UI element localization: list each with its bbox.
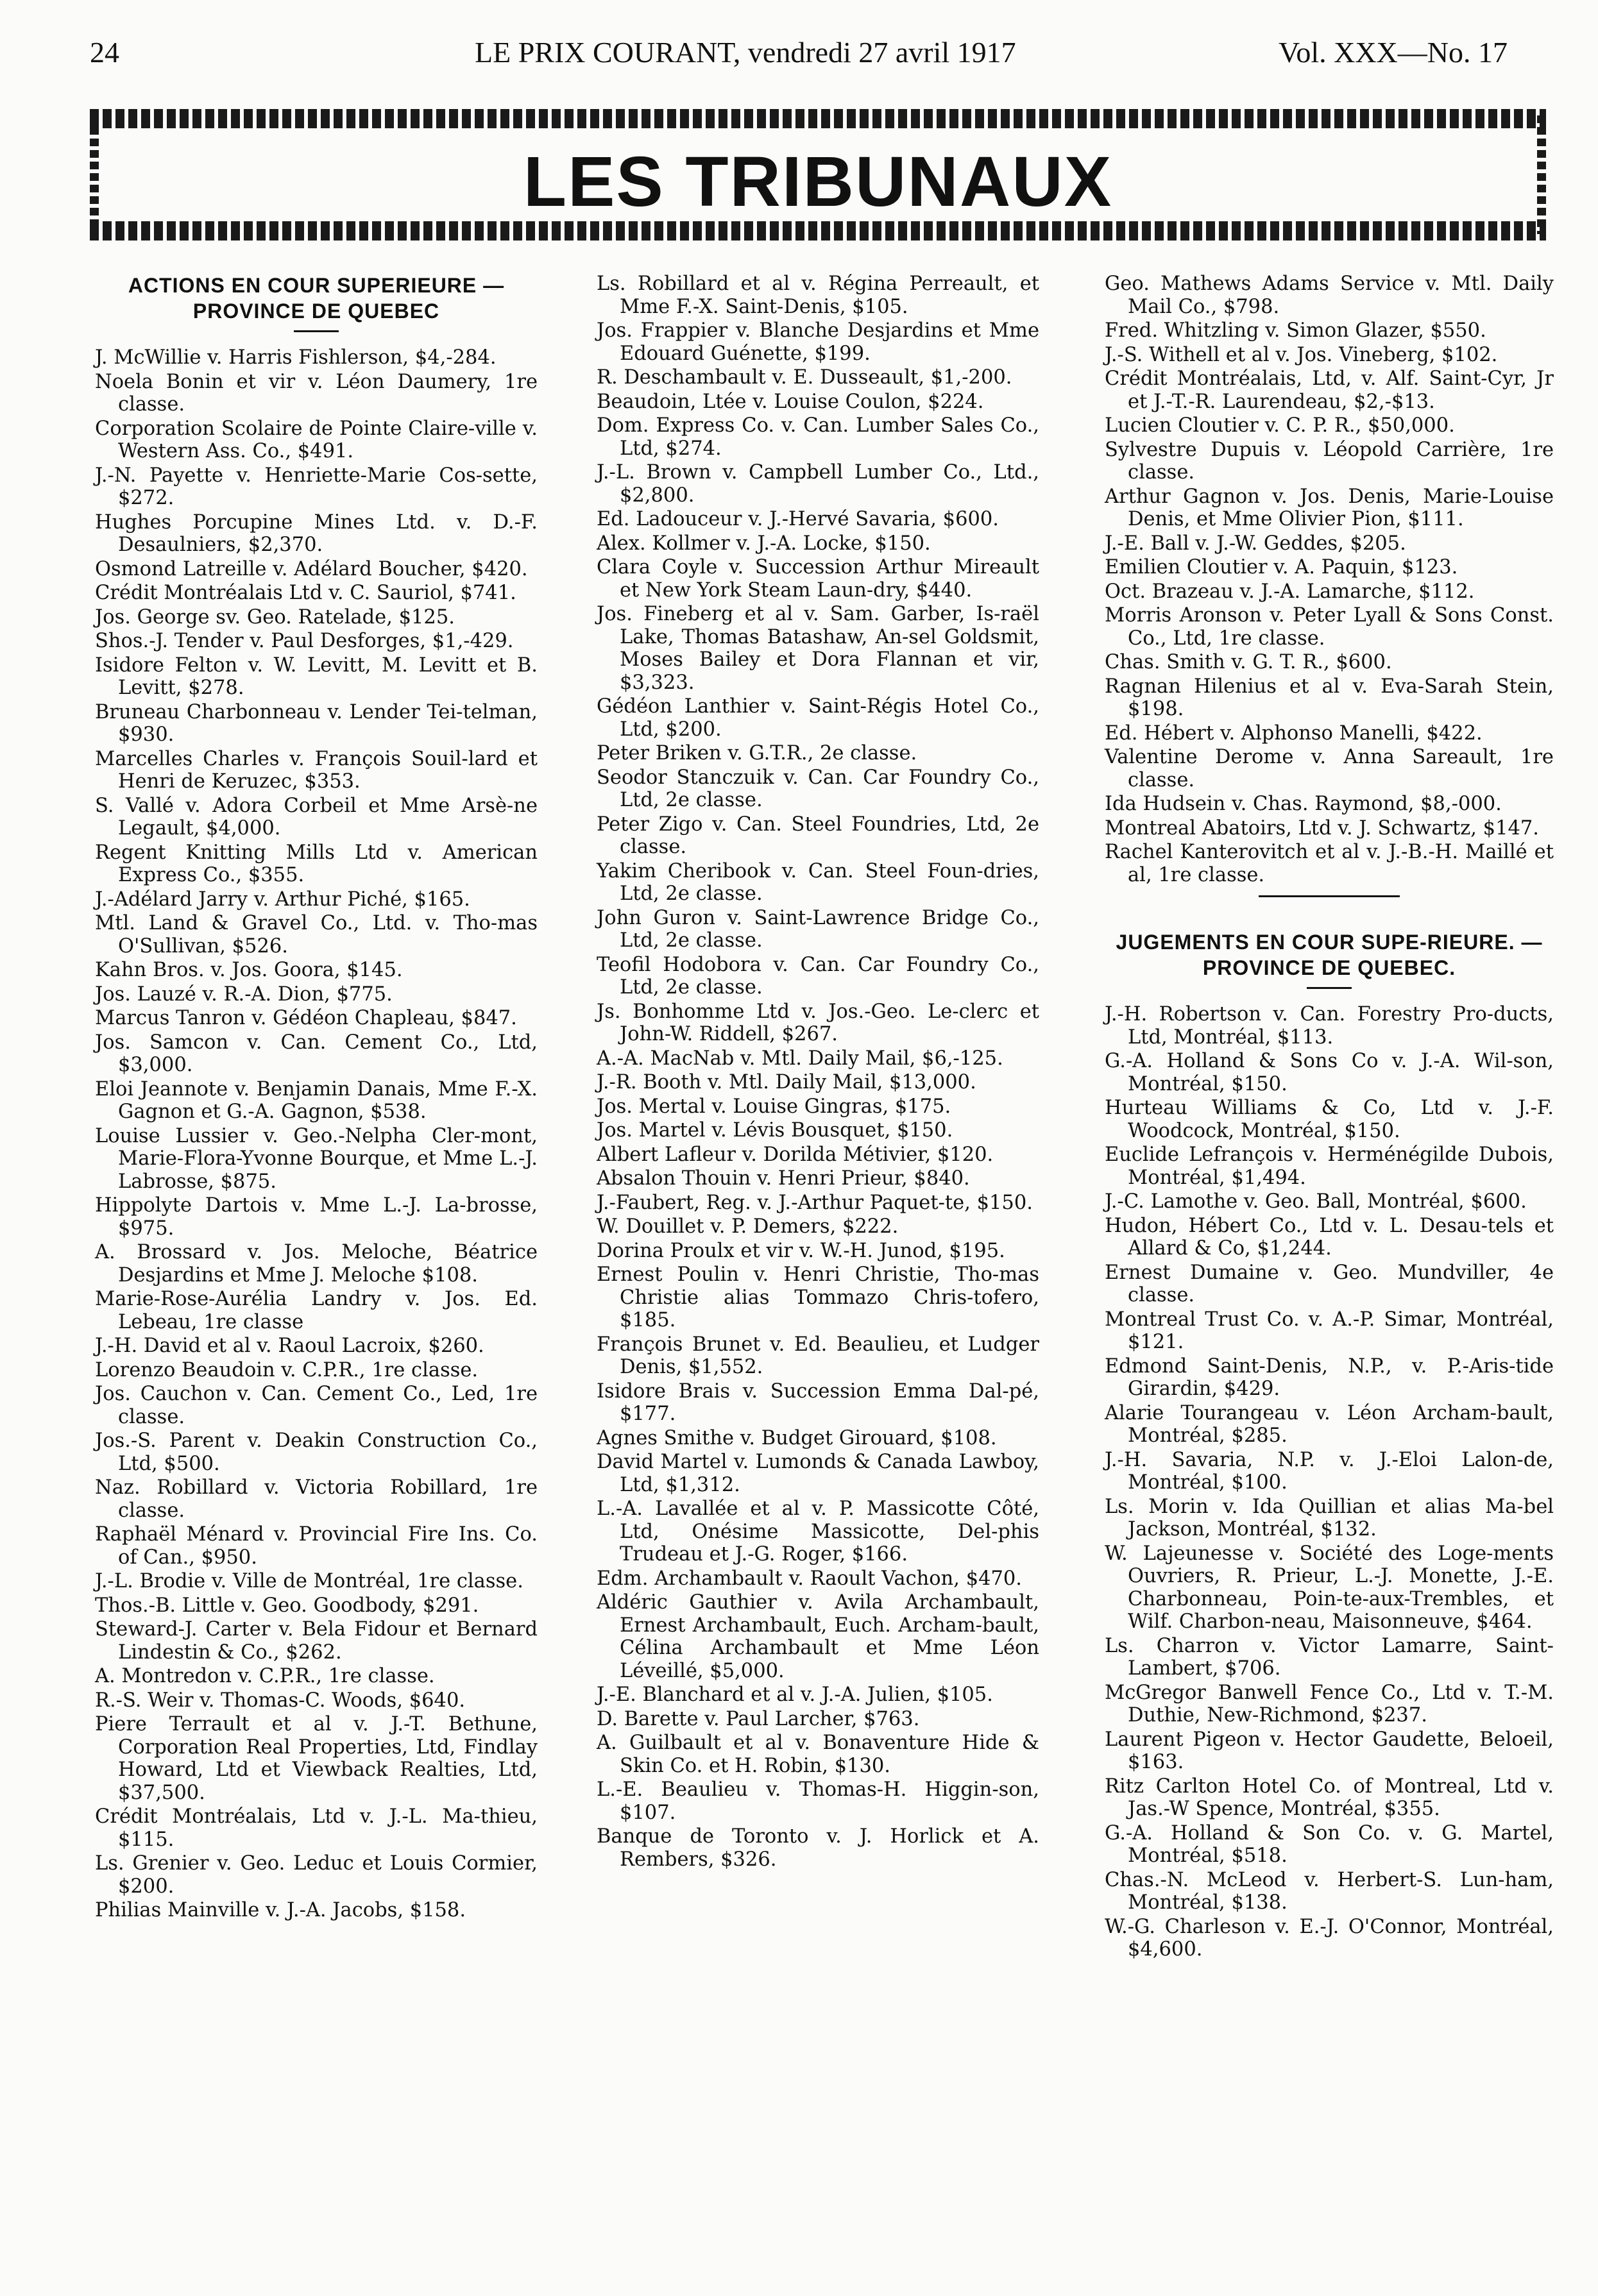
court-case-entry: W. Douillet v. P. Demers, $222. <box>597 1215 899 1238</box>
banner-title: LES TRIBUNAUX <box>523 142 1113 221</box>
court-case-entry: J.-H. David et al v. Raoul Lacroix, $260. <box>95 1335 484 1357</box>
court-case-entry: Kahn Bros. v. Jos. Goora, $145. <box>95 959 403 981</box>
court-case-entry: Alex. Kollmer v. J.-A. Locke, $150. <box>597 532 931 555</box>
court-case-entry: Jos. Frappier v. Blanche Desjardins et Mme Edouard Guénette, $199. <box>597 319 1039 365</box>
court-case-entry: Valentine Derome v. Anna Sareault, 1re classe. <box>1105 746 1554 791</box>
court-case-entry: J.-H. Robertson v. Can. Forestry Pro-ducts, Ltd, Montréal, $113. <box>1105 1003 1554 1049</box>
court-case-entry: Rachel Kanterovitch et al v. J.-B.-H. Maillé et al, 1re classe. <box>1105 841 1554 886</box>
court-case-entry: Banque de Toronto v. J. Horlick et A. Rembers, $326. <box>597 1825 1039 1871</box>
court-case-entry: Ernest Poulin v. Henri Christie, Tho-mas Christie alias Tommazo Chris-tofero, $185. <box>597 1263 1039 1331</box>
court-case-entry: Louise Lussier v. Geo.-Nelpha Cler-mont, Marie-Flora-Yvonne Bourque, et Mme L.-J. Labrosse, $875. <box>95 1124 538 1193</box>
court-case-entry: Arthur Gagnon v. Jos. Denis, Marie-Louise Denis, et Mme Olivier Pion, $111. <box>1105 485 1554 530</box>
section-heading-judgements: JUGEMENTS EN COUR SUPE-RIEURE. — PROVINCE DE QUEBEC. <box>1116 931 1543 979</box>
court-case-entry: J.-L. Brown v. Campbell Lumber Co., Ltd., $2,800. <box>597 461 1039 507</box>
court-case-entry: Gédéon Lanthier v. Saint-Régis Hotel Co., Ltd, $200. <box>597 695 1039 741</box>
court-case-entry: Sylvestre Dupuis v. Léopold Carrière, 1re classe. <box>1105 438 1554 484</box>
court-case-entry: D. Barette v. Paul Larcher, $763. <box>597 1707 920 1730</box>
court-case-entry: Teofil Hodobora v. Can. Car Foundry Co., Ltd, 2e classe. <box>597 953 1039 999</box>
publication-title: LE PRIX COURANT, vendredi 27 avril 1917 <box>475 36 1016 69</box>
court-case-entry: Noela Bonin et vir v. Léon Daumery, 1re classe. <box>95 370 538 416</box>
court-case-entry: Hudon, Hébert Co., Ltd v. L. Desau-tels et Allard & Co, $1,244. <box>1105 1214 1554 1260</box>
court-case-entry: Laurent Pigeon v. Hector Gaudette, Beloeil, $163. <box>1105 1728 1554 1773</box>
court-case-entry: Lorenzo Beaudoin v. C.P.R., 1re classe. <box>95 1358 479 1381</box>
court-case-entry: Alarie Tourangeau v. Léon Archam-bault, Montréal, $285. <box>1105 1401 1554 1447</box>
court-case-entry: Ls. Grenier v. Geo. Leduc et Louis Cormier, $200. <box>95 1852 538 1898</box>
court-case-entry: Fred. Whitzling v. Simon Glazer, $550. <box>1105 319 1486 342</box>
court-case-entry: Chas.-N. McLeod v. Herbert-S. Lun-ham, Montréal, $138. <box>1105 1868 1554 1914</box>
court-case-entry: Crédit Montréalais Ltd v. C. Sauriol, $741. <box>95 582 516 604</box>
court-case-entry: Hippolyte Dartois v. Mme L.-J. La-brosse, $975. <box>95 1194 538 1240</box>
court-case-entry: Marcelles Charles v. François Souil-lard et Henri de Keruzec, $353. <box>95 747 538 793</box>
court-case-entry: Ed. Hébert v. Alphonso Manelli, $422. <box>1105 722 1483 745</box>
court-case-entry: Jos. George sv. Geo. Ratelade, $125. <box>95 605 455 629</box>
court-case-entry: Hurteau Williams & Co, Ltd v. J.-F. Woodcock, Montréal, $150. <box>1105 1097 1554 1142</box>
court-case-entry: A. Montredon v. C.P.R., 1re classe. <box>95 1665 435 1687</box>
column-3 <box>1105 273 1554 1963</box>
court-case-entry: Oct. Brazeau v. J.-A. Lamarche, $112. <box>1105 580 1475 603</box>
court-case-entry: Jos. Fineberg et al v. Sam. Garber, Is-raël Lake, Thomas Batashaw, An-sel Goldsmit, Moses Bailey et Dora Flannan et vir, $3,323. <box>597 603 1039 694</box>
court-case-entry: John Guron v. Saint-Lawrence Bridge Co., Ltd, 2e classe. <box>597 906 1039 952</box>
court-case-entry: Montreal Trust Co. v. A.-P. Simar, Montréal, $121. <box>1105 1308 1554 1353</box>
court-case-entry: W.-G. Charleson v. E.-J. O'Connor, Montréal, $4,600. <box>1105 1915 1554 1961</box>
court-case-entry: Regent Knitting Mills Ltd v. American Express Co., $355. <box>95 841 538 886</box>
page-number: 24 <box>90 36 119 69</box>
court-case-entry: A. Brossard v. Jos. Meloche, Béatrice Desjardins et Mme J. Meloche $108. <box>95 1241 538 1287</box>
actions-list-continued-2 <box>1105 273 1554 886</box>
court-case-entry: J.-E. Blanchard et al v. J.-A. Julien, $105. <box>597 1684 993 1706</box>
court-case-entry: J.-R. Booth v. Mtl. Daily Mail, $13,000. <box>597 1071 976 1093</box>
court-case-entry: G.-A. Holland & Sons Co v. J.-A. Wil-son, Montréal, $150. <box>1105 1050 1554 1095</box>
court-case-entry: Isidore Brais v. Succession Emma Dal-pé, $177. <box>597 1380 1039 1425</box>
court-case-entry: François Brunet v. Ed. Beaulieu, et Ludger Denis, $1,552. <box>597 1333 1039 1378</box>
court-case-entry: Agnes Smithe v. Budget Girouard, $108. <box>597 1426 997 1449</box>
section-divider <box>1259 895 1400 897</box>
court-case-entry: W. Lajeunesse v. Société des Loge-ments Ouvriers, R. Prieur, L.-J. Monette, J.-E. Charbonneau, Poin-te-aux-Trembles, et Wilf. Charbon-neau, Maisonneuve, $464. <box>1105 1542 1554 1633</box>
court-case-entry: Geo. Mathews Adams Service v. Mtl. Daily Mail Co., $798. <box>1105 273 1554 318</box>
court-case-entry: Corporation Scolaire de Pointe Claire-ville v. Western Ass. Co., $491. <box>95 417 538 462</box>
court-case-entry: McGregor Banwell Fence Co., Ltd v. T.-M. Duthie, New-Richmond, $237. <box>1105 1681 1554 1726</box>
court-case-entry: Steward-J. Carter v. Bela Fidour et Bernard Lindestin & Co., $262. <box>95 1618 538 1664</box>
court-case-entry: Jos. Martel v. Lévis Bousquet, $150. <box>597 1119 953 1142</box>
court-case-entry: Js. Bonhomme Ltd v. Jos.-Geo. Le-clerc et John-W. Riddell, $267. <box>597 1000 1039 1045</box>
court-case-entry: J.-S. Withell et al v. Jos. Vineberg, $102. <box>1105 343 1498 366</box>
court-case-entry: Shos.-J. Tender v. Paul Desforges, $1,-429. <box>95 630 514 652</box>
court-case-entry: J.-C. Lamothe v. Geo. Ball, Montréal, $600. <box>1105 1190 1527 1213</box>
section-heading-actions: ACTIONS EN COUR SUPERIEURE — PROVINCE DE QUEBEC <box>128 274 505 323</box>
court-case-entry: Raphaël Ménard v. Provincial Fire Ins. Co. of Can., $950. <box>95 1523 538 1569</box>
court-case-entry: Montreal Abatoirs, Ltd v. J. Schwartz, $147. <box>1105 816 1539 840</box>
court-case-entry: Peter Zigo v. Can. Steel Foundries, Ltd, 2e classe. <box>597 813 1039 858</box>
court-case-entry: Jos. Lauzé v. R.-A. Dion, $775. <box>95 983 393 1006</box>
court-case-entry: Osmond Latreille v. Adélard Boucher, $420. <box>95 557 528 580</box>
court-case-entry: Chas. Smith v. G. T. R., $600. <box>1105 651 1392 673</box>
heading-rule <box>294 330 339 332</box>
banner-border-top <box>90 109 1546 128</box>
column-1 <box>95 273 538 1923</box>
court-case-entry: S. Vallé v. Adora Corbeil et Mme Arsè-ne Legault, $4,000. <box>95 794 538 840</box>
court-case-entry: J.-L. Brodie v. Ville de Montréal, 1re classe. <box>95 1570 523 1592</box>
court-case-entry: A.-A. MacNab v. Mtl. Daily Mail, $6,-125. <box>597 1047 1003 1070</box>
court-case-entry: R. Deschambault v. E. Dusseault, $1,-200. <box>597 366 1012 389</box>
court-case-entry: Beaudoin, Ltée v. Louise Coulon, $224. <box>597 390 984 413</box>
court-case-entry: A. Guilbault et al v. Bonaventure Hide & Skin Co. et H. Robin, $130. <box>597 1732 1039 1777</box>
court-case-entry: Ed. Ladouceur v. J.-Hervé Savaria, $600. <box>597 508 999 530</box>
court-case-entry: Crédit Montréalais, Ltd v. J.-L. Ma-thieu, $115. <box>95 1805 538 1851</box>
court-case-entry: Ritz Carlton Hotel Co. of Montreal, Ltd v. Jas.-W Spence, Montréal, $355. <box>1105 1775 1554 1820</box>
court-case-entry: Ls. Robillard et al v. Régina Perreault, et Mme F.-X. Saint-Denis, $105. <box>597 273 1039 318</box>
court-case-entry: R.-S. Weir v. Thomas-C. Woods, $640. <box>95 1689 466 1712</box>
court-case-entry: L.-A. Lavallée et al v. P. Massicotte Côté, Ltd, Onésime Massicotte, Del-phis Trudeau et J.-G. Roger, $166. <box>597 1498 1039 1566</box>
court-case-entry: Mtl. Land & Gravel Co., Ltd. v. Tho-mas O'Sullivan, $526. <box>95 912 538 958</box>
court-case-entry: Peter Briken v. G.T.R., 2e classe. <box>597 742 917 764</box>
heading-rule <box>1307 987 1352 989</box>
court-case-entry: Yakim Cheribook v. Can. Steel Foun-dries, Ltd, 2e classe. <box>597 859 1039 905</box>
court-case-entry: Absalon Thouin v. Henri Prieur, $840. <box>597 1167 970 1190</box>
court-case-entry: Eloi Jeannote v. Benjamin Danais, Mme F.-X. Gagnon et G.-A. Gagnon, $538. <box>95 1077 538 1123</box>
court-case-entry: J.-Faubert, Reg. v. J.-Arthur Paquet-te, $150. <box>597 1191 1033 1214</box>
court-case-entry: Dom. Express Co. v. Can. Lumber Sales Co., Ltd, $274. <box>597 414 1039 460</box>
court-case-entry: Isidore Felton v. W. Levitt, M. Levitt et B. Levitt, $278. <box>95 654 538 699</box>
court-case-entry: Clara Coyle v. Succession Arthur Mireault et New York Steam Laun-dry, $440. <box>597 556 1039 602</box>
court-case-entry: Philias Mainville v. J.-A. Jacobs, $158. <box>95 1899 466 1921</box>
court-case-entry: Albert Lafleur v. Dorilda Métivier, $120. <box>597 1143 994 1166</box>
court-case-entry: Thos.-B. Little v. Geo. Goodbody, $291. <box>95 1594 479 1617</box>
page-header <box>90 35 1508 80</box>
court-case-entry: Bruneau Charbonneau v. Lender Tei-telman, $930. <box>95 700 538 746</box>
section-banner <box>90 109 1546 241</box>
court-case-entry: Crédit Montréalais, Ltd, v. Alf. Saint-Cyr, Jr et J.-T.-R. Laurendeau, $2,-$13. <box>1105 367 1554 413</box>
court-case-entry: Jos. Samcon v. Can. Cement Co., Ltd, $3,000. <box>95 1031 538 1076</box>
court-case-entry: David Martel v. Lumonds & Canada Lawboy, Ltd, $1,312. <box>597 1451 1039 1496</box>
court-case-entry: Ragnan Hilenius et al v. Eva-Sarah Stein, $198. <box>1105 675 1554 720</box>
court-case-entry: Marie-Rose-Aurélia Landry v. Jos. Ed. Lebeau, 1re classe <box>95 1288 538 1333</box>
court-case-entry: Seodor Stanczuik v. Can. Car Foundry Co., Ltd, 2e classe. <box>597 766 1039 811</box>
actions-list <box>95 346 538 1922</box>
court-case-entry: Ida Hudsein v. Chas. Raymond, $8,-000. <box>1105 793 1502 815</box>
court-case-entry: Naz. Robillard v. Victoria Robillard, 1re classe. <box>95 1476 538 1522</box>
court-case-entry: Lucien Cloutier v. C. P. R., $50,000. <box>1105 414 1455 437</box>
court-case-entry: Jos.-S. Parent v. Deakin Construction Co., Ltd, $500. <box>95 1430 538 1475</box>
court-case-entry: Aldéric Gauthier v. Avila Archambault, Ernest Archambault, Euch. Archam-bault, Célina Archambault et Mme Léon Léveillé, $5,000. <box>597 1591 1039 1682</box>
court-case-entry: Jos. Mertal v. Louise Gingras, $175. <box>597 1095 951 1118</box>
court-case-entry: Hughes Porcupine Mines Ltd. v. D.-F. Desaulniers, $2,370. <box>95 511 538 556</box>
judgements-list <box>1105 1003 1554 1961</box>
court-case-entry: J.-H. Savaria, N.P. v. J.-Eloi Lalon-de, Montréal, $100. <box>1105 1448 1554 1494</box>
column-2 <box>597 273 1039 1872</box>
banner-border-bottom <box>90 221 1546 241</box>
court-case-entry: Marcus Tanron v. Gédéon Chapleau, $847. <box>95 1007 517 1029</box>
court-case-entry: Jos. Cauchon v. Can. Cement Co., Led, 1re classe. <box>95 1383 538 1428</box>
volume-number: Vol. XXX—No. 17 <box>1279 36 1508 69</box>
court-case-entry: Morris Aronson v. Peter Lyall & Sons Const. Co., Ltd, 1re classe. <box>1105 604 1554 650</box>
court-case-entry: Dorina Proulx et vir v. W.-H. Junod, $195. <box>597 1239 1005 1262</box>
actions-list-continued <box>597 273 1039 1871</box>
court-case-entry: Emilien Cloutier v. A. Paquin, $123. <box>1105 556 1458 578</box>
court-case-entry: J.-Adélard Jarry v. Arthur Piché, $165. <box>95 888 470 911</box>
court-case-entry: Ls. Charron v. Victor Lamarre, Saint-Lambert, $706. <box>1105 1634 1554 1680</box>
court-case-entry: L.-E. Beaulieu v. Thomas-H. Higgin-son, $107. <box>597 1778 1039 1824</box>
court-case-entry: G.-A. Holland & Son Co. v. G. Martel, Montréal, $518. <box>1105 1821 1554 1867</box>
court-case-entry: Ls. Morin v. Ida Quillian et alias Ma-bel Jackson, Montréal, $132. <box>1105 1495 1554 1541</box>
court-case-entry: Edmond Saint-Denis, N.P., v. P.-Aris-tide Girardin, $429. <box>1105 1355 1554 1400</box>
court-case-entry: Piere Terrault et al v. J.-T. Bethune, Corporation Real Properties, Ltd, Findlay Howard, Ltd et Viewback Realties, Ltd, $37,500. <box>95 1713 538 1804</box>
court-case-entry: Ernest Dumaine v. Geo. Mundviller, 4e classe. <box>1105 1261 1554 1306</box>
court-case-entry: Euclide Lefrançois v. Herménégilde Dubois, Montréal, $1,494. <box>1105 1144 1554 1189</box>
court-case-entry: J.-N. Payette v. Henriette-Marie Cos-sette, $272. <box>95 464 538 509</box>
court-case-entry: J. McWillie v. Harris Fishlerson, $4,-284. <box>95 346 497 369</box>
court-case-entry: Edm. Archambault v. Raoult Vachon, $470. <box>597 1567 1023 1590</box>
court-case-entry: J.-E. Ball v. J.-W. Geddes, $205. <box>1105 532 1406 555</box>
